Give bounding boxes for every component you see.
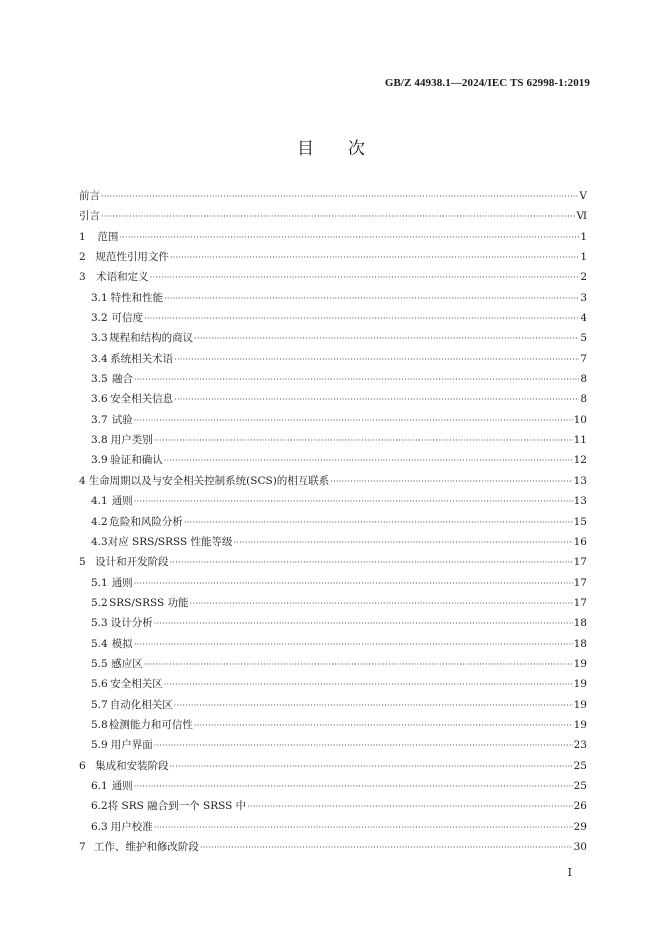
toc-entry-number: 5.6	[91, 678, 108, 691]
toc-entry-number: 3.8	[91, 434, 108, 447]
dot-leader	[144, 655, 573, 675]
toc-entry[interactable]	[79, 634, 587, 654]
toc-entry[interactable]	[79, 471, 587, 491]
toc-entry-label: 工作、维护和修改阶段	[93, 841, 199, 853]
toc-entry-page: 18	[573, 637, 587, 650]
toc-entry-label: 用户校准	[110, 820, 153, 833]
table-of-contents	[79, 186, 587, 857]
dot-leader	[174, 350, 579, 370]
toc-entry-page: 19	[573, 657, 587, 670]
toc-entry[interactable]	[79, 715, 587, 735]
toc-entry-number: 5.1	[91, 576, 108, 589]
toc-entry-page: Ⅴ	[579, 190, 587, 202]
toc-entry-page: 29	[573, 820, 587, 833]
page-number: Ⅰ	[567, 866, 572, 879]
toc-entry-number: 6.1	[91, 779, 108, 792]
toc-entry-page: 3	[580, 291, 587, 304]
toc-entry-number: 5.8	[91, 718, 108, 731]
toc-entry-label: 通则	[111, 779, 133, 792]
dot-leader	[194, 716, 573, 736]
dot-leader	[170, 248, 579, 268]
toc-entry-number: 5.3	[91, 617, 108, 630]
toc-entry-label: 生命周期以及与安全相关控制系统(SCS)的相互联系	[88, 474, 330, 487]
toc-entry-label: 规程和结构的商议	[109, 332, 194, 345]
toc-entry-page: 17	[573, 576, 587, 589]
toc-entry-label: 对应 SRS/SRSS 性能等级	[107, 535, 233, 548]
toc-entry-number: 5.5	[91, 657, 108, 670]
toc-entry[interactable]	[79, 267, 587, 287]
toc-entry-label: 前言	[79, 190, 100, 202]
toc-entry-label: 规范性引用文件	[95, 251, 169, 264]
toc-entry[interactable]	[79, 410, 587, 430]
toc-entry-number: 4.2	[91, 515, 108, 528]
toc-entry-page: 19	[573, 678, 587, 691]
dot-leader	[190, 594, 573, 614]
toc-entry-label: 感应区	[111, 657, 143, 670]
toc-entry-number: 6.2	[91, 800, 108, 813]
dot-leader	[174, 390, 579, 410]
toc-entry-label: 设计分析	[110, 617, 153, 630]
dot-leader	[134, 492, 573, 512]
toc-entry[interactable]	[79, 369, 587, 389]
toc-entry[interactable]	[79, 613, 587, 633]
toc-entry[interactable]	[79, 695, 587, 715]
toc-entry[interactable]	[79, 349, 587, 369]
toc-entry-number: 5.9	[91, 739, 108, 752]
toc-entry-page: 8	[580, 393, 587, 406]
toc-entry[interactable]	[79, 389, 587, 409]
toc-entry-number: 4.1	[91, 495, 108, 508]
toc-entry-page: 15	[573, 515, 587, 528]
toc-entry-page: 13	[573, 495, 587, 508]
toc-entry-page: 19	[573, 698, 587, 711]
dot-leader	[170, 553, 573, 573]
dot-leader	[164, 451, 573, 471]
dot-leader	[134, 574, 573, 594]
toc-entry-page: 16	[573, 535, 587, 548]
dot-leader	[144, 309, 579, 329]
toc-entry-label: 通则	[111, 576, 133, 589]
toc-entry-label: 可信度	[111, 312, 144, 325]
toc-entry-page: 25	[573, 779, 587, 792]
dot-leader	[134, 635, 573, 655]
toc-entry[interactable]	[79, 735, 587, 755]
toc-entry-label: 引言	[79, 210, 100, 223]
toc-entry-label: 验证和确认	[110, 454, 163, 467]
dot-leader	[247, 797, 572, 817]
toc-entry-number: 6	[79, 759, 86, 772]
toc-entry[interactable]	[79, 430, 587, 450]
dot-leader	[170, 757, 573, 777]
toc-entry-label: 融合	[112, 373, 133, 386]
toc-entry-number: 3.5	[91, 373, 108, 386]
toc-entry[interactable]	[79, 756, 587, 776]
dot-leader	[194, 329, 579, 349]
toc-entry-number: 3.7	[91, 413, 108, 426]
toc-entry-page: 17	[573, 556, 587, 569]
dot-leader	[234, 533, 573, 553]
toc-entry-number: 3.6	[91, 393, 108, 406]
toc-entry-page: 5	[580, 332, 587, 345]
toc-entry-number: 2	[79, 251, 86, 264]
toc-entry[interactable]	[79, 674, 587, 694]
toc-entry[interactable]	[79, 532, 587, 552]
toc-entry-label: 用户界面	[110, 739, 153, 752]
dot-leader	[101, 207, 575, 227]
dot-leader	[101, 187, 578, 207]
toc-entry-page: 1	[580, 251, 587, 264]
toc-entry[interactable]	[79, 573, 587, 593]
toc-entry-label: 危险和风险分析	[109, 515, 183, 528]
toc-entry-number: 4.3	[91, 535, 108, 548]
toc-entry-number: 5.7	[91, 698, 108, 711]
toc-entry-number: 3.9	[91, 454, 108, 467]
toc-entry-page: 1	[580, 230, 587, 243]
toc-entry[interactable]	[79, 796, 587, 816]
toc-entry-label: 安全相关信息	[110, 393, 174, 406]
toc-entry-label: 特性和性能	[110, 291, 164, 304]
toc-entry-label: 系统相关术语	[110, 352, 174, 365]
toc-entry-label: 自动化相关区	[109, 698, 173, 711]
toc-entry[interactable]	[79, 247, 587, 267]
toc-entry-page: 4	[580, 312, 587, 325]
toc-entry-page: 2	[580, 271, 587, 284]
toc-entry-label: SRS/SRSS 功能	[109, 596, 189, 609]
toc-entry[interactable]	[79, 308, 587, 328]
toc-entry-label: 术语和定义	[96, 271, 149, 284]
toc-entry-number: 5.2	[91, 596, 108, 609]
toc-entry-label: 检测能力和可信性	[108, 718, 193, 731]
dot-leader	[154, 736, 573, 756]
dot-leader	[174, 696, 573, 716]
toc-entry[interactable]	[79, 654, 587, 674]
toc-entry-page: 8	[580, 373, 587, 386]
dot-leader	[134, 370, 579, 390]
toc-entry-number: 6.3	[91, 820, 108, 833]
toc-entry-page: 26	[573, 800, 587, 813]
toc-entry-page: 12	[573, 454, 587, 467]
dot-leader	[150, 268, 580, 288]
toc-entry[interactable]	[79, 186, 587, 206]
toc-entry-label: 范围	[97, 230, 119, 243]
toc-entry-number: 3.4	[91, 352, 108, 365]
toc-entry-page: 13	[573, 474, 587, 487]
toc-entry-number: 3	[79, 271, 86, 284]
page-title: 目次	[297, 139, 399, 159]
toc-entry[interactable]	[79, 512, 587, 532]
toc-entry-label: 将 SRS 融合到一个 SRSS 中	[107, 800, 247, 813]
toc-entry-page: 25	[573, 759, 587, 772]
toc-entry-label: 设计和开发阶段	[95, 556, 169, 569]
toc-entry-number: 5	[79, 556, 86, 569]
toc-entry[interactable]	[79, 491, 587, 511]
toc-entry-page: 10	[573, 413, 587, 426]
toc-entry[interactable]	[79, 837, 587, 857]
toc-entry[interactable]	[79, 776, 587, 796]
toc-entry-label: 通则	[111, 495, 133, 508]
toc-entry[interactable]	[79, 552, 587, 572]
toc-entry[interactable]	[79, 227, 587, 247]
toc-entry-page: 11	[573, 434, 587, 447]
toc-entry[interactable]	[79, 328, 587, 348]
dot-leader	[164, 289, 579, 309]
toc-entry[interactable]	[79, 288, 587, 308]
toc-entry[interactable]	[79, 817, 587, 837]
toc-entry-number: 7	[79, 841, 86, 853]
dot-leader	[330, 472, 572, 492]
toc-entry-page: Ⅵ	[576, 210, 587, 223]
toc-entry-label: 模拟	[111, 637, 133, 650]
toc-entry-number: 1	[79, 230, 86, 243]
toc-entry-page: 23	[573, 739, 587, 752]
dot-leader	[134, 411, 573, 431]
toc-entry[interactable]	[79, 450, 587, 470]
dot-leader	[184, 513, 573, 533]
dot-leader	[154, 614, 573, 634]
toc-entry-page: 18	[573, 617, 587, 630]
toc-entry-page: 19	[573, 718, 587, 731]
toc-entry-label: 安全相关区	[110, 678, 163, 691]
dot-leader	[200, 838, 573, 858]
toc-entry-number: 4	[79, 474, 86, 487]
toc-entry-number: 3.2	[91, 312, 108, 325]
toc-entry-number: 3.1	[91, 291, 108, 304]
dot-leader	[154, 431, 573, 451]
dot-leader	[134, 777, 573, 797]
dot-leader	[164, 675, 573, 695]
toc-entry-label: 用户类别	[110, 434, 153, 447]
toc-entry-label: 试验	[111, 413, 133, 426]
toc-entry-page: 7	[580, 352, 587, 365]
toc-entry-page: 30	[573, 841, 587, 853]
dot-leader	[119, 228, 579, 248]
toc-entry-label: 集成和安装阶段	[95, 759, 169, 772]
standard-id-header: GB/Z 44938.1—2024/IEC TS 62998-1:2019	[384, 77, 590, 89]
toc-entry[interactable]	[79, 206, 587, 226]
dot-leader	[154, 818, 573, 838]
toc-entry-page: 17	[573, 596, 587, 609]
toc-entry[interactable]	[79, 593, 587, 613]
toc-entry-number: 5.4	[91, 637, 108, 650]
toc-entry-number: 3.3	[91, 332, 108, 345]
